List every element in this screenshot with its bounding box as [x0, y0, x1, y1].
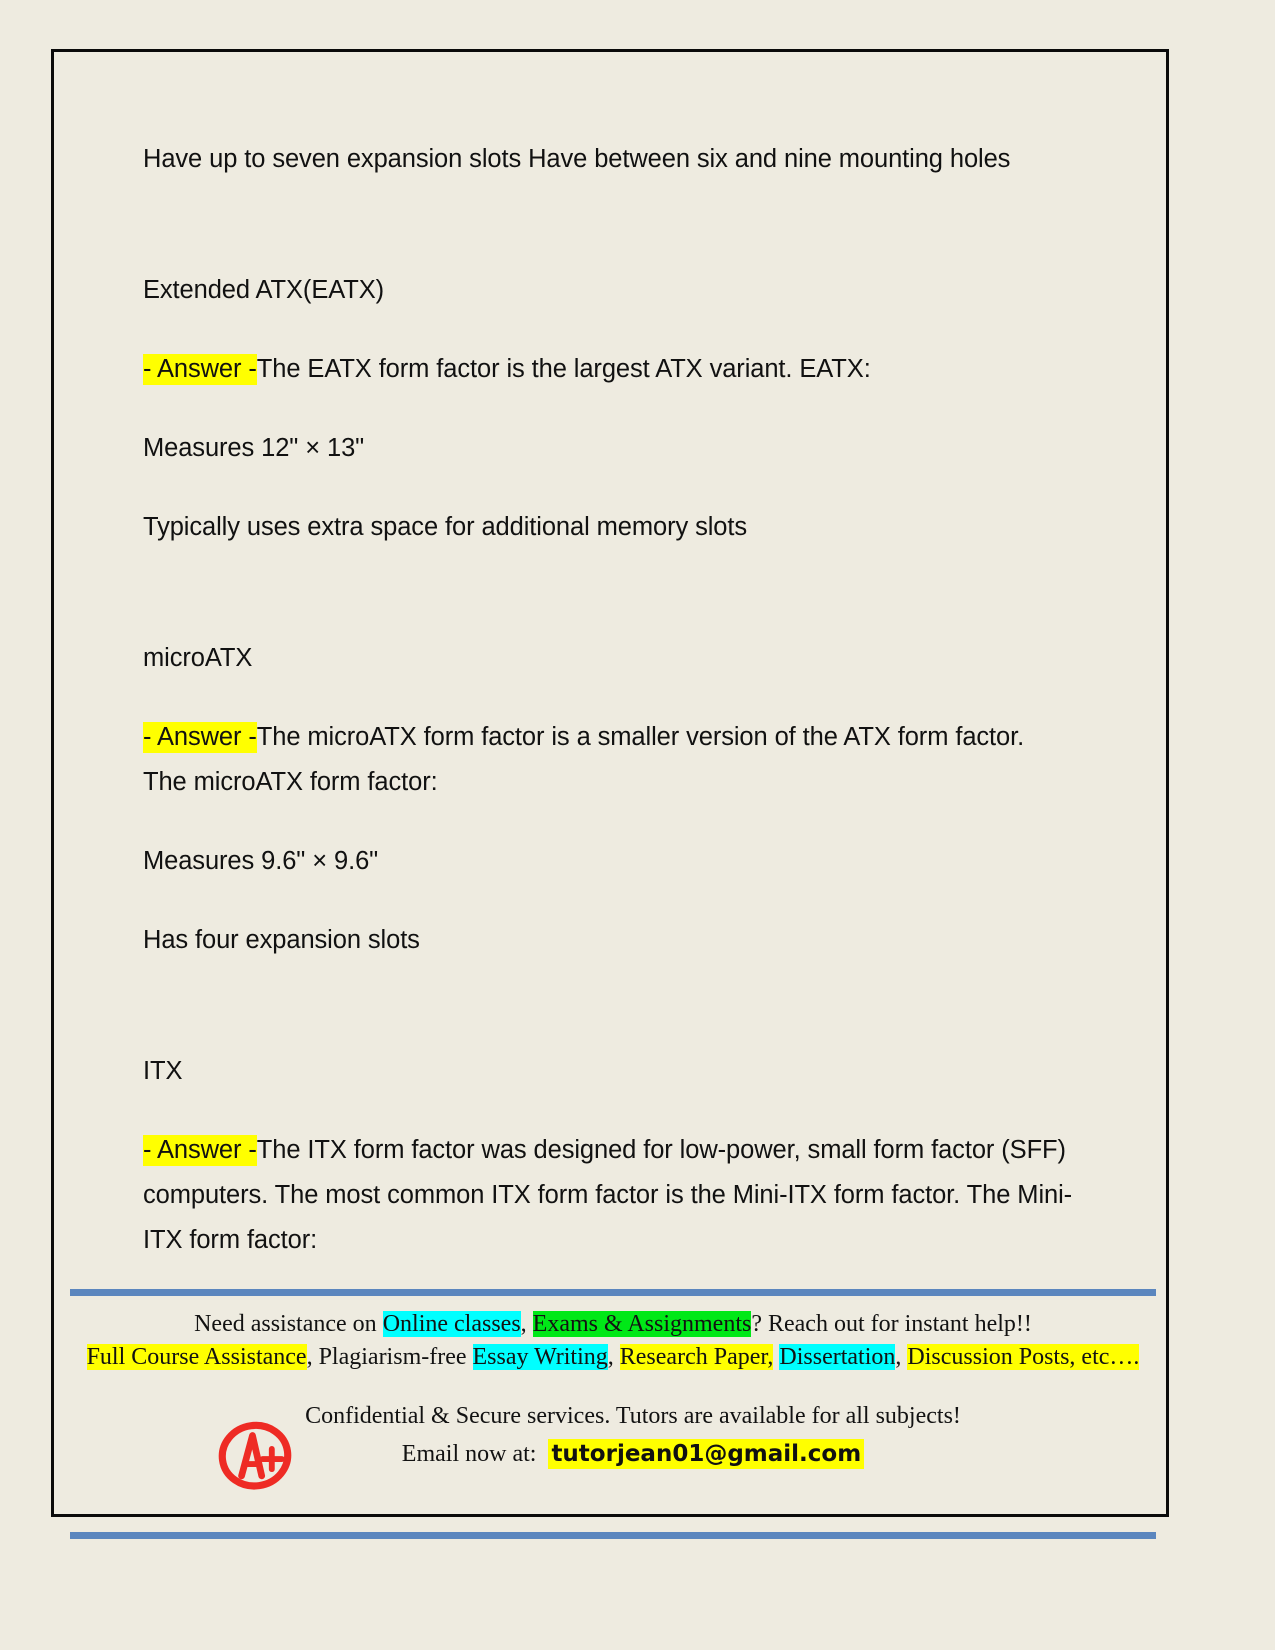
promo-l2-dissertation: Dissertation	[779, 1344, 896, 1370]
paragraph-microatx-slots	[143, 918, 1073, 963]
promo-l2-full-course: Full Course Assistance	[86, 1344, 307, 1370]
answer-tag: - Answer -	[143, 723, 257, 751]
email-address[interactable]: tutorjean01@gmail.com	[548, 1439, 864, 1469]
promo-lower-block	[70, 1398, 1156, 1502]
promo-confidential-text: Confidential & Secure services. Tutors are available for all subjects!	[305, 1403, 961, 1429]
heading-text: microATX	[143, 644, 253, 672]
promo-l1-mid: ,	[520, 1311, 533, 1337]
paragraph-itx-answer	[143, 1128, 1073, 1263]
promo-content	[70, 1296, 1156, 1532]
promo-l1-exams-assignments: Exams & Assignments	[532, 1311, 752, 1337]
promo-line-1	[70, 1308, 1156, 1341]
paragraph-eatx-measures	[143, 426, 1073, 471]
document-body	[143, 137, 1073, 1297]
promo-l2-mid2: ,	[607, 1344, 620, 1370]
paragraph-text: Has four expansion slots	[143, 926, 420, 954]
answer-body: The microATX form factor is a smaller version of the ATX form factor. The microATX form factor:	[143, 723, 1025, 796]
paragraph-eatx-memory	[143, 505, 1073, 550]
document-page	[51, 49, 1169, 1517]
footer-rule-top	[70, 1289, 1156, 1296]
paragraph-eatx-answer	[143, 347, 1073, 392]
promo-line-2	[70, 1341, 1156, 1374]
heading-text: ITX	[143, 1057, 183, 1085]
paragraph-text: Measures 9.6" × 9.6"	[143, 847, 379, 875]
promo-l2-essay-writing: Essay Writing	[472, 1344, 608, 1370]
heading-extended-atx	[143, 268, 1073, 313]
promo-l1-post: ? Reach out for instant help!!	[751, 1311, 1032, 1337]
answer-body: The EATX form factor is the largest ATX variant. EATX:	[256, 355, 871, 383]
heading-itx	[143, 1049, 1073, 1094]
paragraph-text: Measures 12" × 13"	[143, 434, 365, 462]
footer-rule-bottom	[70, 1532, 1156, 1539]
answer-tag: - Answer -	[143, 1136, 257, 1164]
paragraph-microatx-answer	[143, 715, 1073, 805]
answer-body: The ITX form factor was designed for low-power, small form factor (SFF) computers. The most common ITX form factor is the Mini-ITX form factor. The Mini-ITX form factor:	[143, 1136, 1073, 1254]
promo-l2-discussion-posts: Discussion Posts, etc….	[907, 1344, 1140, 1370]
promo-l1-pre: Need assistance on	[194, 1311, 383, 1337]
paragraph-text: Have up to seven expansion slots Have between six and nine mounting holes	[143, 145, 1011, 173]
promo-l2-research-paper: Research Paper,	[619, 1344, 774, 1370]
paragraph-microatx-measures	[143, 839, 1073, 884]
promo-footer	[70, 1289, 1156, 1539]
heading-text: Extended ATX(EATX)	[143, 276, 385, 304]
footer-spacer	[70, 1502, 1156, 1528]
email-label: Email now at:	[401, 1441, 537, 1467]
paragraph-text: Typically uses extra space for additional memory slots	[143, 513, 748, 541]
promo-l2-mid4: ,	[895, 1344, 908, 1370]
paragraph-expansion-slots	[143, 137, 1073, 182]
heading-microatx	[143, 636, 1073, 681]
a-plus-grade-icon	[213, 1412, 297, 1496]
answer-tag: - Answer -	[143, 355, 257, 383]
promo-l1-online-classes: Online classes	[382, 1311, 521, 1337]
promo-l2-mid1: , Plagiarism-free	[306, 1344, 473, 1370]
